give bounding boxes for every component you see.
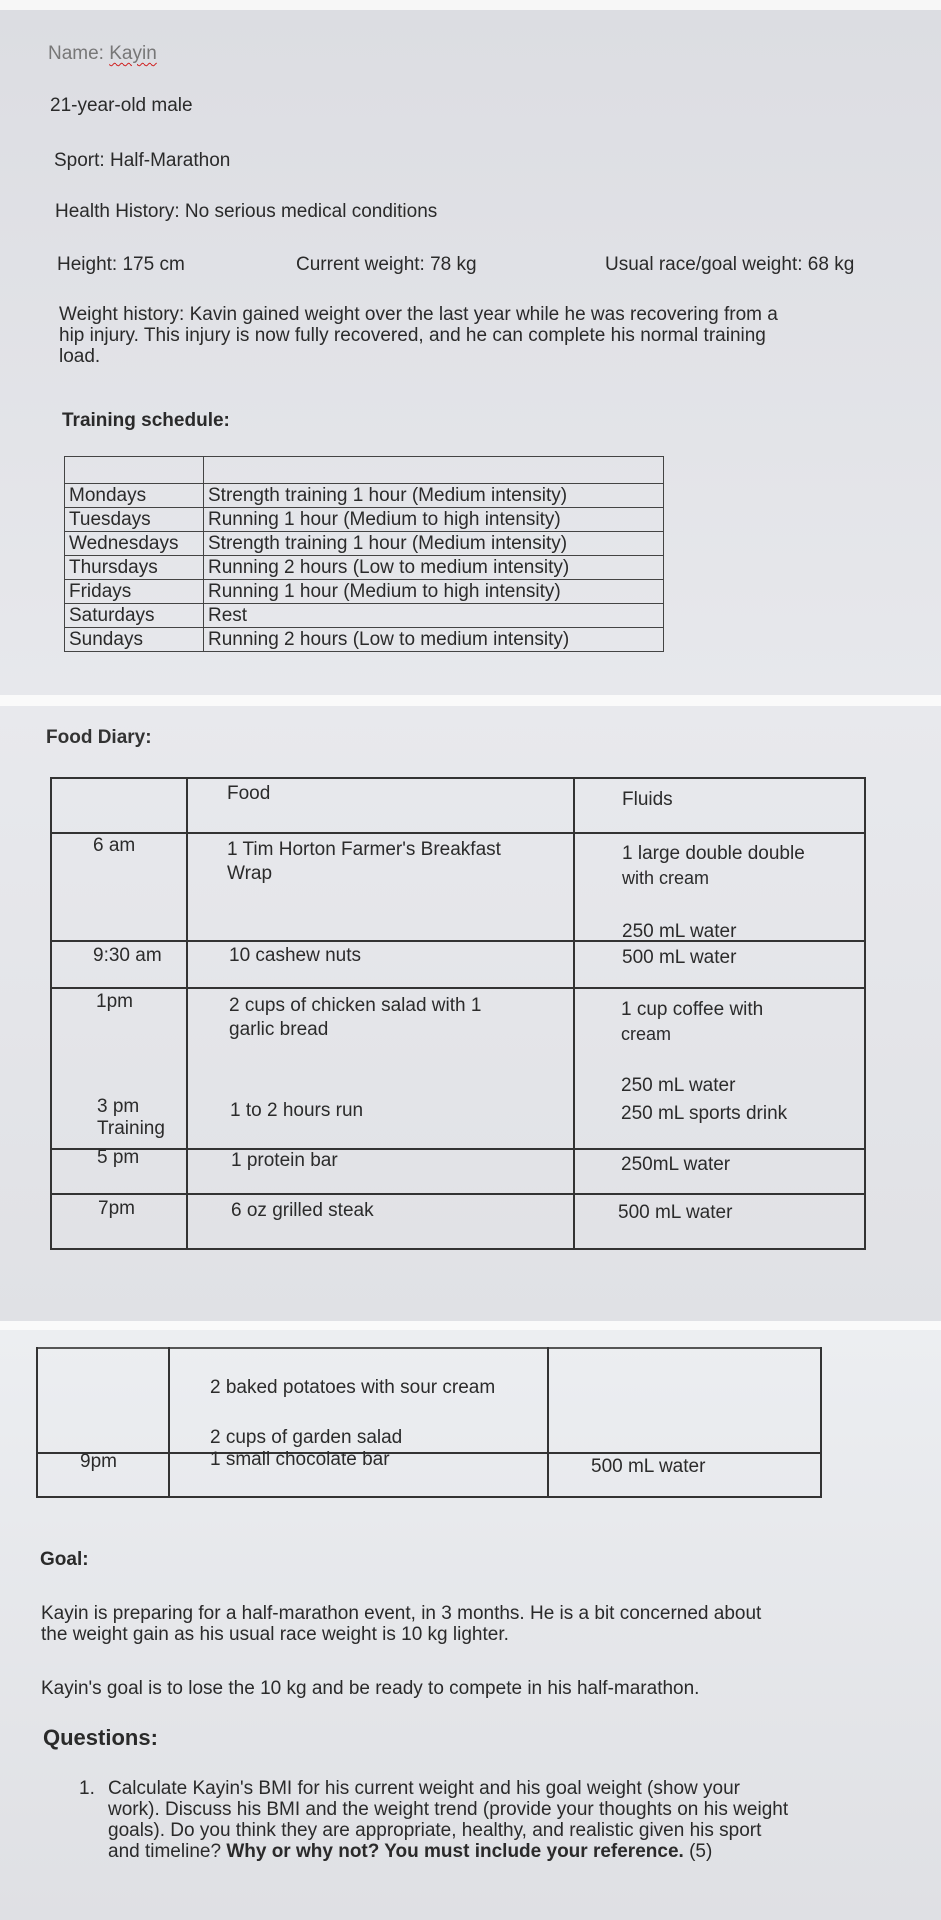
table-row: Sundays Running 2 hours (Low to medium intensity) xyxy=(65,628,664,652)
fluid-1pm-water: 250 mL water xyxy=(621,1075,736,1096)
health-history: Health History: No serious medical conditions xyxy=(55,201,438,222)
age-sex: 21-year-old male xyxy=(50,95,193,116)
goal-heading: Goal: xyxy=(40,1549,89,1570)
time-7pm: 7pm xyxy=(98,1198,135,1219)
food-5pm: 1 protein bar xyxy=(231,1150,338,1171)
question-1: Calculate Kayin's BMI for his current weight and his goal weight (show your work). Discuss his BMI and the weight trend (provide your thoughts on his weight goals). Do you think they are appropriate, healthy, and realistic given his sport and timeline? Why or why not? You must include your reference. (5) xyxy=(108,1778,789,1862)
sport: Sport: Half-Marathon xyxy=(54,150,231,171)
table-row: Tuesdays Running 1 hour (Medium to high intensity) xyxy=(65,508,664,532)
goal-paragraph-2: Kayin's goal is to lose the 10 kg and be ready to compete in his half-marathon. xyxy=(41,1678,700,1699)
food-6am: 1 Tim Horton Farmer's Breakfast Wrap xyxy=(227,839,501,884)
time-930am: 9:30 am xyxy=(93,945,162,966)
table-row: Fridays Running 1 hour (Medium to high intensity) xyxy=(65,580,664,604)
questions-heading: Questions: xyxy=(43,1725,158,1750)
training-heading: Training schedule: xyxy=(62,410,230,431)
table-row: Mondays Strength training 1 hour (Medium intensity) xyxy=(65,484,664,508)
table-row: Saturdays Rest xyxy=(65,604,664,628)
food-9pm: 2 cups of garden salad 1 small chocolate bar xyxy=(210,1427,403,1470)
time-6am: 6 am xyxy=(93,835,136,856)
height: Height: 175 cm xyxy=(57,254,185,275)
column-header-food: Food xyxy=(227,783,271,804)
goal-weight: Usual race/goal weight: 68 kg xyxy=(605,254,855,275)
time-3pm: 3 pm Training xyxy=(97,1096,165,1139)
goal-paragraph-1: Kayin is preparing for a half-marathon event, in 3 months. He is a bit concerned about the weight gain as his usual race weight is 10 kg lighter. xyxy=(41,1603,762,1645)
fluid-6am-water: 250 mL water xyxy=(622,921,737,942)
column-header-fluids: Fluids xyxy=(622,789,673,810)
fluid-6am: 1 large double double with cream xyxy=(622,843,805,888)
fluid-5pm: 250mL water xyxy=(621,1154,731,1175)
time-9pm: 9pm xyxy=(80,1451,117,1472)
time-5pm: 5 pm xyxy=(97,1147,140,1168)
fluid-7pm: 500 mL water xyxy=(618,1202,733,1223)
fluid-9pm: 500 mL water xyxy=(591,1456,706,1477)
food-930am: 10 cashew nuts xyxy=(229,945,362,966)
food-7pm-potatoes: 2 baked potatoes with sour cream xyxy=(210,1377,496,1398)
food-3pm: 1 to 2 hours run xyxy=(230,1100,364,1121)
food-1pm: 2 cups of chicken salad with 1 garlic bread xyxy=(229,995,482,1040)
table-row: Wednesdays Strength training 1 hour (Medium intensity) xyxy=(65,532,664,556)
table-row: Thursdays Running 2 hours (Low to medium intensity) xyxy=(65,556,664,580)
current-weight: Current weight: 78 kg xyxy=(296,254,477,275)
food-diary-heading: Food Diary: xyxy=(46,727,152,748)
separator xyxy=(0,695,941,706)
weight-history: Weight history: Kavin gained weight over the last year while he was recovering from a hip injury. This injury is now fully recovered, and he can complete his normal training load. xyxy=(59,304,778,367)
name-line: Name: Kayin xyxy=(48,43,157,64)
fluid-3pm: 250 mL sports drink xyxy=(621,1103,788,1124)
food-7pm: 6 oz grilled steak xyxy=(231,1200,374,1221)
fluid-930am: 500 mL water xyxy=(622,947,737,968)
fluid-1pm: 1 cup coffee with cream xyxy=(621,999,764,1044)
top-strip xyxy=(0,0,941,10)
question-1-number: 1. xyxy=(79,1778,95,1799)
training-schedule-table xyxy=(64,456,664,652)
separator xyxy=(0,1321,941,1330)
time-1pm: 1pm xyxy=(96,991,133,1012)
